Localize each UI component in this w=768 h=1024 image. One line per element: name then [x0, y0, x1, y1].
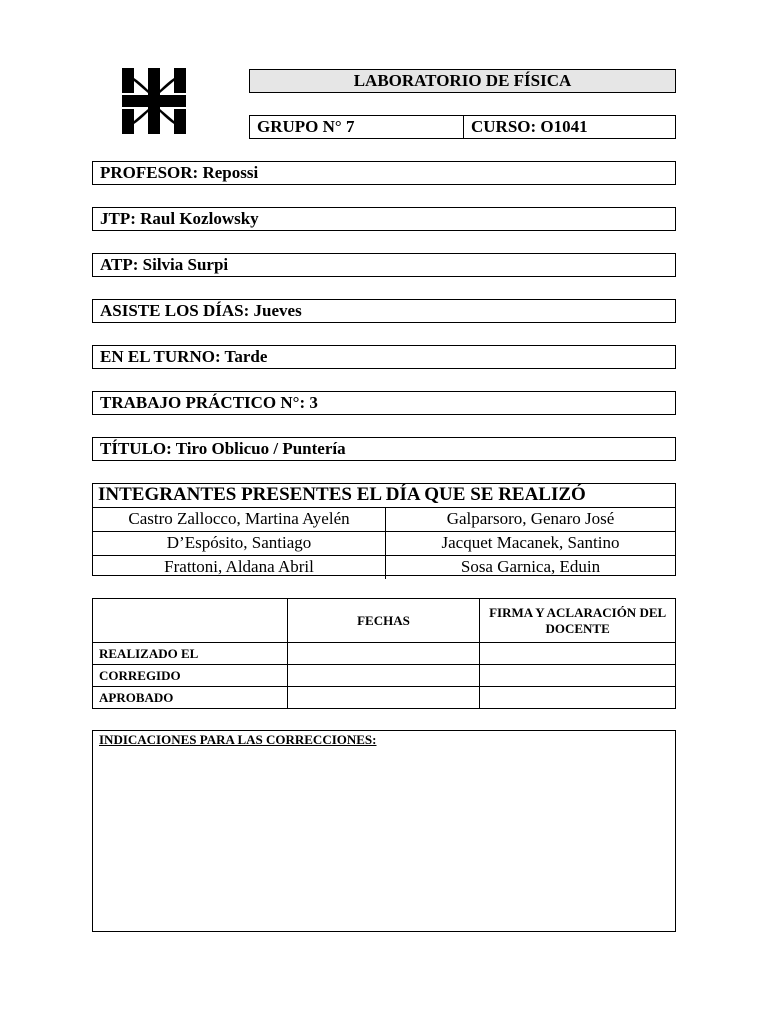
- table-header-row: [93, 599, 676, 643]
- fecha-cell[interactable]: [287, 687, 480, 709]
- row-label: REALIZADO EL: [93, 643, 288, 665]
- indicaciones-box[interactable]: [92, 730, 676, 932]
- integrante-name: Jacquet Macanek, Santino: [441, 533, 620, 552]
- table-row: [93, 508, 675, 532]
- dias-field: ASISTE LOS DÍAS: Jueves: [92, 299, 676, 323]
- page-title: LABORATORIO DE FÍSICA: [249, 69, 676, 93]
- row-label: CORREGIDO: [93, 665, 288, 687]
- integrante-name: Castro Zallocco, Martina Ayelén: [93, 508, 386, 531]
- atp-field: ATP: Silvia Surpi: [92, 253, 676, 277]
- row-label: APROBADO: [93, 687, 288, 709]
- table-row: [93, 687, 676, 709]
- table-row: [93, 556, 675, 579]
- fechas-header: FECHAS: [287, 599, 480, 643]
- firma-cell[interactable]: [480, 643, 676, 665]
- turno-field: EN EL TURNO: Tarde: [92, 345, 676, 369]
- firma-cell[interactable]: [480, 687, 676, 709]
- integrante-name: Galparsoro, Genaro José: [446, 509, 615, 528]
- grupo-field: GRUPO N° 7: [250, 116, 464, 138]
- fecha-cell[interactable]: [287, 665, 480, 687]
- trabajo-practico-field: TRABAJO PRÁCTICO N°: 3: [92, 391, 676, 415]
- integrantes-header: INTEGRANTES PRESENTES EL DÍA QUE SE REALIZÓ: [93, 484, 675, 508]
- grupo-curso-row: [249, 115, 676, 139]
- empty-header-cell: [93, 599, 288, 643]
- profesor-field: PROFESOR: Repossi: [92, 161, 676, 185]
- curso-field: CURSO: O1041: [471, 117, 588, 136]
- dates-table: [92, 598, 676, 709]
- titulo-field: TÍTULO: Tiro Oblicuo / Puntería: [92, 437, 676, 461]
- fecha-cell[interactable]: [287, 643, 480, 665]
- jtp-field: JTP: Raul Kozlowsky: [92, 207, 676, 231]
- firma-header: FIRMA Y ACLARACIÓN DEL DOCENTE: [480, 599, 676, 643]
- table-row: [93, 532, 675, 556]
- utn-logo-icon: [122, 68, 186, 134]
- firma-cell[interactable]: [480, 665, 676, 687]
- integrantes-table: [92, 483, 676, 576]
- integrante-name: D’Espósito, Santiago: [93, 532, 386, 555]
- indicaciones-label: INDICACIONES PARA LAS CORRECCIONES:: [99, 732, 377, 747]
- table-row: [93, 643, 676, 665]
- integrante-name: Frattoni, Aldana Abril: [93, 556, 386, 579]
- integrante-name: Sosa Garnica, Eduin: [460, 557, 601, 576]
- table-row: [93, 665, 676, 687]
